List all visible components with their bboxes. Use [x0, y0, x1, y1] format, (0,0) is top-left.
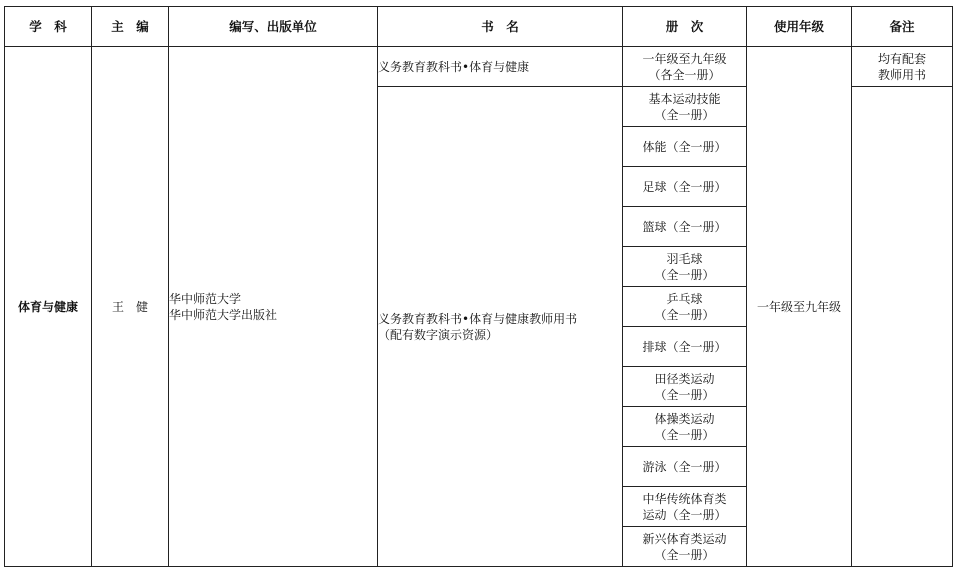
header-grade: 使用年级 [747, 7, 852, 47]
volume-cell: 游泳（全一册） [623, 447, 747, 487]
header-row [5, 7, 953, 47]
header-subject: 学 科 [5, 7, 92, 47]
remarks-empty-cell [852, 87, 953, 567]
volume-cell: 排球（全一册） [623, 327, 747, 367]
header-publisher: 编写、出版单位 [169, 7, 378, 47]
subject-cell: 体育与健康 [5, 47, 92, 567]
volume-cell: 田径类运动 （全一册） [623, 367, 747, 407]
volume-cell: 体操类运动 （全一册） [623, 407, 747, 447]
header-volume: 册 次 [623, 7, 747, 47]
volume-cell: 足球（全一册） [623, 167, 747, 207]
volume-cell: 基本运动技能 （全一册） [623, 87, 747, 127]
textbook-table [4, 6, 953, 567]
book-title-cell: 义务教育教科书•体育与健康 [378, 47, 623, 87]
table-row [5, 47, 953, 87]
header-editor: 主 编 [92, 7, 169, 47]
header-remarks: 备注 [852, 7, 953, 47]
volume-cell: 羽毛球 （全一册） [623, 247, 747, 287]
grade-cell: 一年级至九年级 [747, 47, 852, 567]
remarks-cell: 均有配套 教师用书 [852, 47, 953, 87]
volume-cell: 一年级至九年级 （各全一册） [623, 47, 747, 87]
volume-cell: 新兴体育类运动 （全一册） [623, 527, 747, 567]
volume-cell: 乒乓球 （全一册） [623, 287, 747, 327]
volume-cell: 中华传统体育类 运动（全一册） [623, 487, 747, 527]
volume-cell: 体能（全一册） [623, 127, 747, 167]
teacher-book-title-cell: 义务教育教科书•体育与健康教师用书 （配有数字演示资源） [378, 87, 623, 567]
header-book-title: 书 名 [378, 7, 623, 47]
publisher-cell: 华中师范大学 华中师范大学出版社 [169, 47, 378, 567]
editor-cell: 王 健 [92, 47, 169, 567]
volume-cell: 篮球（全一册） [623, 207, 747, 247]
